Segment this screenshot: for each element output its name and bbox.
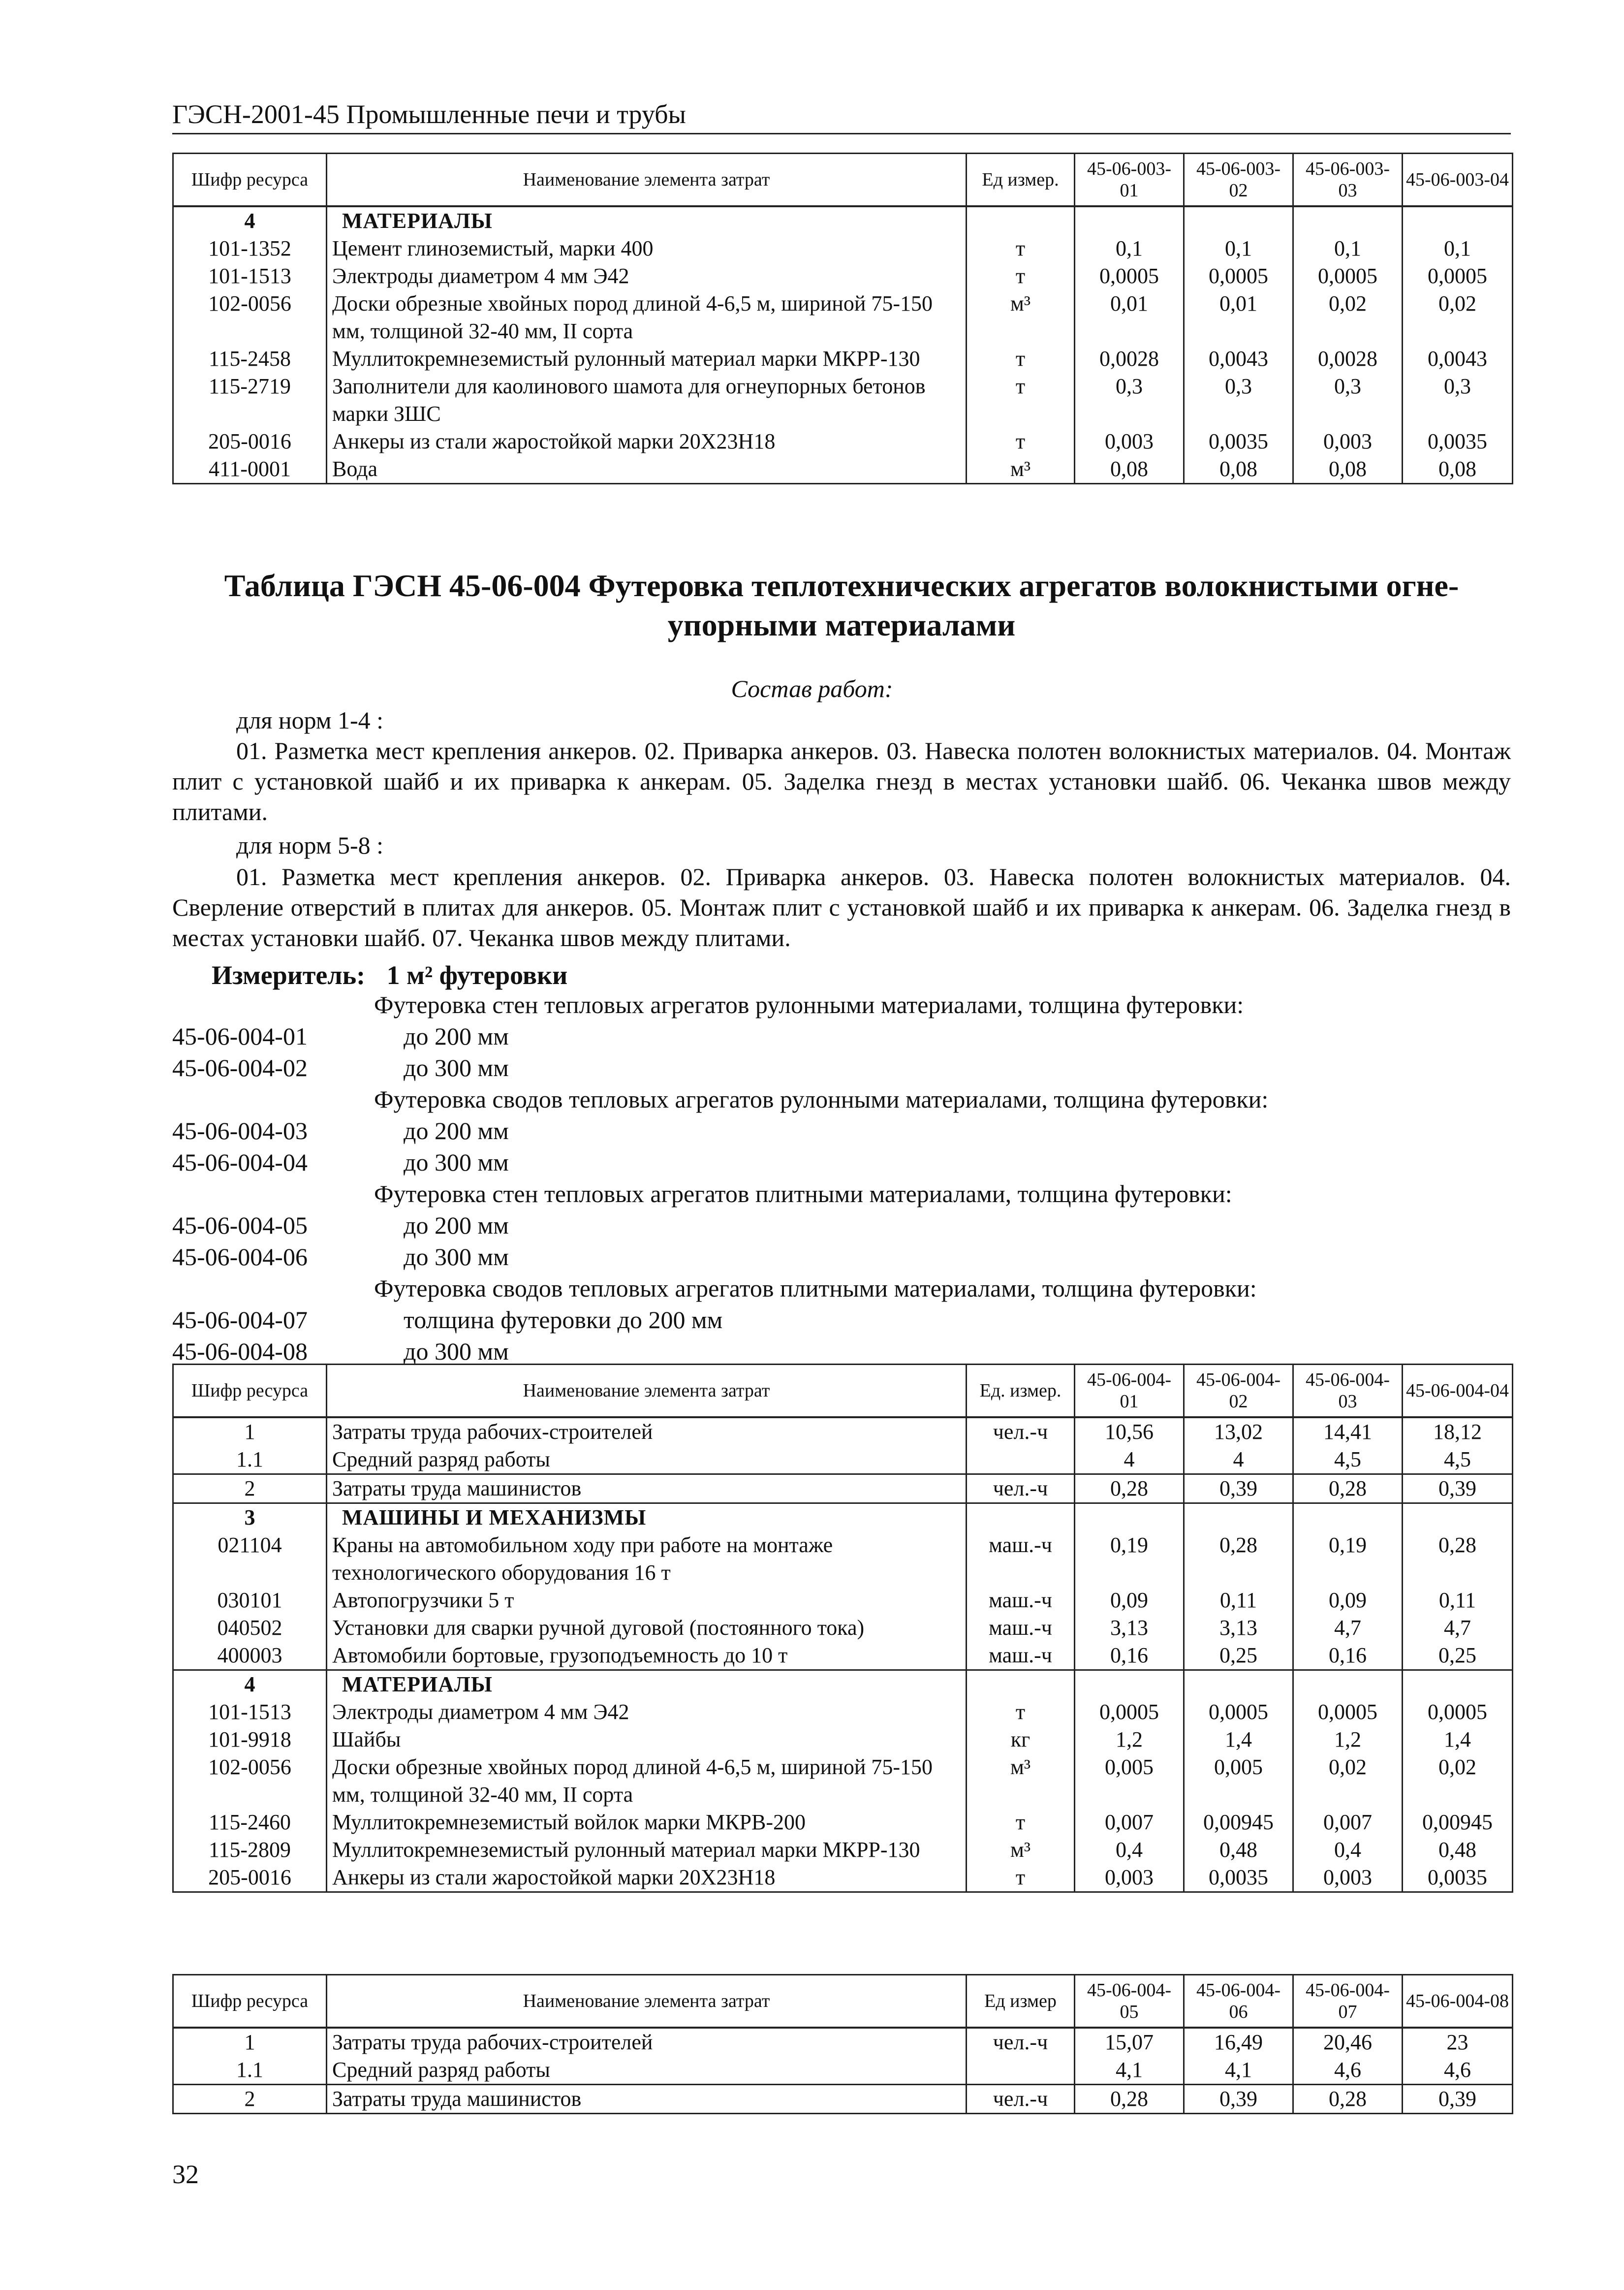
table-row (173, 2028, 1513, 2056)
norm-value-cell: 4,6 (1403, 2056, 1513, 2085)
norm-code: 45-06-004-05 (172, 1211, 308, 1239)
norm-value-cell: 1,4 (1403, 1726, 1513, 1753)
norm-value-cell: 0,0035 (1184, 428, 1293, 455)
cost-element-cell: Шайбы (327, 1726, 967, 1753)
table-row (173, 1587, 1513, 1614)
unit-cell: маш.-ч (967, 1642, 1075, 1670)
norm-value-cell: 0,4 (1075, 1836, 1184, 1864)
col-header-cost-element: Наименование элемента затрат (327, 1365, 967, 1418)
resource-code-cell: 102-0056 (173, 1753, 327, 1809)
norm-value-cell: 0,16 (1293, 1642, 1403, 1670)
norm-value-cell: 0,0005 (1075, 262, 1184, 290)
resource-code-cell: 115-2460 (173, 1809, 327, 1836)
norm-group-description: Футеровка сводов тепловых агрегатов рулонными материалами, толщина футеровки: (374, 1085, 1269, 1113)
col-header-norm-2: 45-06-003-02 (1184, 154, 1293, 207)
norm-value-cell: 0,02 (1293, 1753, 1403, 1809)
resource-code-cell: 115-2458 (173, 345, 327, 373)
norm-value-cell: 0,0005 (1293, 1698, 1403, 1726)
norm-value-cell: 13,02 (1184, 1417, 1293, 1446)
norm-value-cell: 0,16 (1075, 1642, 1184, 1670)
table-row (173, 235, 1513, 262)
norm-value-cell: 0,007 (1293, 1809, 1403, 1836)
unit-cell (967, 1503, 1075, 1532)
cost-element-cell: МАТЕРИАЛЫ (327, 206, 967, 235)
section-row (173, 1503, 1513, 1532)
col-header-norm-1: 45-06-003-01 (1075, 154, 1184, 207)
norm-value-cell: 4,5 (1403, 1446, 1513, 1474)
norms-5-8-text: 01. Разметка мест крепления анкеров. 02. Приварка анкеров. 03. Навеска полотен волокнистых материалов. 04. Сверление отверстий в плитах для анкеров. 05. Монтаж плит с установкой шайб и их приварка к анкерам. 06. Заделка гнезд в местах установки шайб. 07. Чеканка швов между плитами. (172, 863, 1511, 952)
unit-cell (967, 1670, 1075, 1699)
unit-cell: чел.-ч (967, 1417, 1075, 1446)
norm-value-cell (1075, 1670, 1184, 1699)
cost-element-cell: Средний разряд работы (327, 2056, 967, 2085)
unit-cell: маш.-ч (967, 1587, 1075, 1614)
table-row (173, 1698, 1513, 1726)
col-header-norm-1: 45-06-004-01 (1075, 1365, 1184, 1418)
col-header-norm-3: 45-06-004-03 (1293, 1365, 1403, 1418)
norm-value-cell: 4,6 (1293, 2056, 1403, 2085)
meter-label: Измеритель: (212, 960, 366, 990)
unit-cell: т (967, 1809, 1075, 1836)
norm-thickness: до 300 мм (404, 1337, 509, 1365)
cost-element-cell: Средний разряд работы (327, 1446, 967, 1474)
norm-value-cell: 0,3 (1293, 373, 1403, 428)
resource-code-cell: 030101 (173, 1587, 327, 1614)
norm-group-description: Футеровка стен тепловых агрегатов рулонными материалами, толщина футеровки: (374, 991, 1244, 1018)
norm-thickness: толщина футеровки до 200 мм (404, 1306, 723, 1334)
cost-element-cell: Краны на автомобильном ходу при работе на монтаже технологического оборудования 16 т (327, 1531, 967, 1587)
resource-code-cell: 101-1513 (173, 1698, 327, 1726)
norm-value-cell: 3,13 (1184, 1614, 1293, 1642)
norm-value-cell: 15,07 (1075, 2028, 1184, 2056)
resource-code-cell: 115-2809 (173, 1836, 327, 1864)
norm-value-cell: 4 (1184, 1446, 1293, 1474)
resource-code-cell: 3 (173, 1503, 327, 1532)
cost-element-cell: Доски обрезные хвойных пород длиной 4-6,5 м, шириной 75-150 мм, толщиной 32-40 мм, II сорта (327, 290, 967, 345)
norm-value-cell: 0,0005 (1403, 262, 1513, 290)
cost-element-cell: Вода (327, 455, 967, 484)
resource-code-cell: 205-0016 (173, 1864, 327, 1892)
unit-cell: маш.-ч (967, 1614, 1075, 1642)
resource-code-cell: 4 (173, 206, 327, 235)
col-header-resource-code: Шифр ресурса (173, 154, 327, 207)
resource-code-cell: 1.1 (173, 2056, 327, 2085)
unit-cell: т (967, 428, 1075, 455)
norm-value-cell: 0,25 (1184, 1642, 1293, 1670)
norm-value-cell: 0,39 (1184, 2085, 1293, 2114)
unit-cell: м³ (967, 1753, 1075, 1809)
running-title: ГЭСН-2001-45 Промышленные печи и трубы (172, 99, 686, 129)
cost-element-cell: Заполнители для каолинового шамота для огнеупорных бетонов марки ЗШС (327, 373, 967, 428)
norm-value-cell: 0,003 (1293, 428, 1403, 455)
norm-thickness: до 200 мм (404, 1117, 509, 1145)
cost-element-cell: МАТЕРИАЛЫ (327, 1670, 967, 1699)
norm-code: 45-06-004-01 (172, 1022, 308, 1050)
unit-cell: т (967, 345, 1075, 373)
norm-value-cell: 23 (1403, 2028, 1513, 2056)
norm-value-cell: 0,28 (1403, 1531, 1513, 1587)
cost-element-cell: Анкеры из стали жаростойкой марки 20Х23Н18 (327, 1864, 967, 1892)
norm-value-cell: 0,01 (1075, 290, 1184, 345)
norm-thickness: до 200 мм (404, 1022, 509, 1050)
cost-element-cell: Затраты труда рабочих-строителей (327, 2028, 967, 2056)
norm-value-cell: 0,00945 (1403, 1809, 1513, 1836)
norm-value-cell: 0,02 (1293, 290, 1403, 345)
resource-table-45-06-004-01-04 (172, 1364, 1513, 1893)
norm-thickness: до 300 мм (404, 1148, 509, 1176)
table-row (173, 1474, 1513, 1503)
norm-value-cell: 16,49 (1184, 2028, 1293, 2056)
col-header-norm-7: 45-06-004-07 (1293, 1975, 1403, 2028)
norm-value-cell: 0,00945 (1184, 1809, 1293, 1836)
norm-value-cell: 0,0005 (1293, 262, 1403, 290)
cost-element-cell: Затраты труда машинистов (327, 2085, 967, 2114)
resource-code-cell: 101-9918 (173, 1726, 327, 1753)
norm-value-cell: 0,28 (1075, 1474, 1184, 1503)
unit-cell: чел.-ч (967, 1474, 1075, 1503)
resource-code-cell: 102-0056 (173, 290, 327, 345)
table-row (173, 1864, 1513, 1892)
table-row (173, 1446, 1513, 1474)
table-row (173, 262, 1513, 290)
norm-value-cell: 0,39 (1403, 2085, 1513, 2114)
norm-value-cell: 0,11 (1184, 1587, 1293, 1614)
norm-value-cell: 0,0028 (1293, 345, 1403, 373)
norm-value-cell: 0,0043 (1403, 345, 1513, 373)
resource-code-cell: 021104 (173, 1531, 327, 1587)
table-row (173, 373, 1513, 428)
table-row (173, 1836, 1513, 1864)
table-row (173, 2056, 1513, 2085)
unit-cell: т (967, 235, 1075, 262)
resource-code-cell: 115-2719 (173, 373, 327, 428)
cost-element-cell: Установки для сварки ручной дуговой (постоянного тока) (327, 1614, 967, 1642)
table-header (173, 1975, 1513, 2028)
norm-value-cell: 0,3 (1184, 373, 1293, 428)
norm-value-cell: 10,56 (1075, 1417, 1184, 1446)
cost-element-cell: Муллитокремнеземистый рулонный материал марки МКРР-130 (327, 1836, 967, 1864)
table-row (173, 1809, 1513, 1836)
table-row (173, 345, 1513, 373)
norm-value-cell: 0,01 (1184, 290, 1293, 345)
norm-value-cell (1403, 206, 1513, 235)
resource-table-45-06-003 (172, 153, 1513, 484)
section-title-line-1: Таблица ГЭСН 45-06-004 Футеровка теплотехнических агрегатов волокнистыми огне- (224, 568, 1459, 603)
norm-value-cell: 0,1 (1403, 235, 1513, 262)
table-row (173, 290, 1513, 345)
norm-value-cell: 0,0035 (1403, 428, 1513, 455)
col-header-norm-6: 45-06-004-06 (1184, 1975, 1293, 2028)
norm-value-cell: 14,41 (1293, 1417, 1403, 1446)
resource-code-cell: 4 (173, 1670, 327, 1699)
cost-element-cell: Электроды диаметром 4 мм Э42 (327, 262, 967, 290)
norm-value-cell (1293, 1503, 1403, 1532)
norm-value-cell: 0,08 (1184, 455, 1293, 484)
col-header-resource-code: Шифр ресурса (173, 1365, 327, 1418)
norm-value-cell: 0,19 (1075, 1531, 1184, 1587)
table-row (173, 1642, 1513, 1670)
norm-value-cell: 0,09 (1293, 1587, 1403, 1614)
norm-value-cell: 4,1 (1184, 2056, 1293, 2085)
resource-code-cell: 040502 (173, 1614, 327, 1642)
norm-value-cell: 4,1 (1075, 2056, 1184, 2085)
unit-cell: чел.-ч (967, 2028, 1075, 2056)
norm-value-cell: 0,0035 (1403, 1864, 1513, 1892)
cost-element-cell: Муллитокремнеземистый войлок марки МКРВ-200 (327, 1809, 967, 1836)
norms-1-4-text: 01. Разметка мест крепления анкеров. 02. Приварка анкеров. 03. Навеска полотен волокнистых материалов. 04. Монтаж плит с установкой шайб и их приварка к анкерам. 05. Заделка гнезд в местах установки шайб. 06. Чеканка швов между плитами. (172, 737, 1511, 826)
norm-value-cell (1184, 206, 1293, 235)
norm-value-cell: 0,39 (1184, 1474, 1293, 1503)
norm-code: 45-06-004-06 (172, 1243, 308, 1271)
unit-cell: маш.-ч (967, 1531, 1075, 1587)
cost-element-cell: МАШИНЫ И МЕХАНИЗМЫ (327, 1503, 967, 1532)
norm-value-cell (1403, 1670, 1513, 1699)
norm-value-cell: 0,09 (1075, 1587, 1184, 1614)
unit-cell (967, 2056, 1075, 2085)
cost-element-cell: Цемент глиноземистый, марки 400 (327, 235, 967, 262)
unit-cell: т (967, 373, 1075, 428)
col-header-unit: Ед измер. (967, 154, 1075, 207)
norm-value-cell: 0,3 (1403, 373, 1513, 428)
section-row (173, 1670, 1513, 1699)
norm-value-cell: 0,003 (1075, 1864, 1184, 1892)
table-row (173, 1753, 1513, 1809)
norm-value-cell: 0,007 (1075, 1809, 1184, 1836)
norm-value-cell: 0,28 (1184, 1531, 1293, 1587)
col-header-unit: Ед измер (967, 1975, 1075, 2028)
col-header-norm-3: 45-06-003-03 (1293, 154, 1403, 207)
norm-value-cell (1075, 1503, 1184, 1532)
norm-value-cell: 4 (1075, 1446, 1184, 1474)
norm-value-cell: 0,1 (1293, 235, 1403, 262)
cost-element-cell: Затраты труда машинистов (327, 1474, 967, 1503)
section-title (167, 566, 1516, 645)
norm-value-cell (1184, 1503, 1293, 1532)
norm-value-cell: 1,4 (1184, 1726, 1293, 1753)
norm-value-cell: 0,02 (1403, 290, 1513, 345)
norm-value-cell: 0,25 (1403, 1642, 1513, 1670)
norm-group-description: Футеровка сводов тепловых агрегатов плитными материалами, толщина футеровки: (374, 1274, 1257, 1302)
unit-cell: чел.-ч (967, 2085, 1075, 2114)
resource-code-cell: 2 (173, 2085, 327, 2114)
norm-thickness: до 300 мм (404, 1243, 509, 1271)
norm-value-cell: 3,13 (1075, 1614, 1184, 1642)
norm-thickness: до 300 мм (404, 1054, 509, 1081)
norm-value-cell: 4,7 (1293, 1614, 1403, 1642)
norm-value-cell (1293, 206, 1403, 235)
unit-cell (967, 1446, 1075, 1474)
norm-value-cell: 0,02 (1403, 1753, 1513, 1809)
norm-value-cell: 0,0005 (1184, 262, 1293, 290)
norm-value-cell: 0,0005 (1403, 1698, 1513, 1726)
norm-value-cell: 0,0005 (1075, 1698, 1184, 1726)
table-row (173, 1417, 1513, 1446)
cost-element-cell: Автомобили бортовые, грузоподъемность до 10 т (327, 1642, 967, 1670)
unit-cell: т (967, 262, 1075, 290)
resource-code-cell: 101-1513 (173, 262, 327, 290)
resource-code-cell: 2 (173, 1474, 327, 1503)
table-row (173, 1614, 1513, 1642)
col-header-norm-4: 45-06-003-04 (1403, 154, 1513, 207)
table-row (173, 455, 1513, 484)
meter-value: 1 м² футеровки (386, 960, 568, 990)
cost-element-cell: Электроды диаметром 4 мм Э42 (327, 1698, 967, 1726)
norm-value-cell: 0,08 (1403, 455, 1513, 484)
table-row (173, 1726, 1513, 1753)
unit-cell: м³ (967, 455, 1075, 484)
norm-code: 45-06-004-08 (172, 1337, 308, 1365)
resource-code-cell: 411-0001 (173, 455, 327, 484)
norm-value-cell: 0,005 (1075, 1753, 1184, 1809)
page-number: 32 (172, 2160, 199, 2189)
table-row (173, 1531, 1513, 1587)
resource-code-cell: 101-1352 (173, 235, 327, 262)
norm-value-cell (1075, 206, 1184, 235)
norms-1-4-label: для норм 1-4 : (236, 706, 384, 734)
table-header (173, 154, 1513, 207)
norm-value-cell: 0,003 (1293, 1864, 1403, 1892)
norm-value-cell: 0,28 (1075, 2085, 1184, 2114)
col-header-norm-4: 45-06-004-04 (1403, 1365, 1513, 1418)
norm-value-cell: 0,48 (1403, 1836, 1513, 1864)
norm-thickness: до 200 мм (404, 1211, 509, 1239)
norm-value-cell: 0,0005 (1184, 1698, 1293, 1726)
norm-value-cell: 0,11 (1403, 1587, 1513, 1614)
norm-value-cell: 0,3 (1075, 373, 1184, 428)
unit-cell: т (967, 1864, 1075, 1892)
resource-code-cell: 1 (173, 1417, 327, 1446)
norm-code: 45-06-004-03 (172, 1117, 308, 1145)
resource-code-cell: 1.1 (173, 1446, 327, 1474)
unit-cell (967, 206, 1075, 235)
col-header-unit: Ед. измер. (967, 1365, 1075, 1418)
composition-heading: Состав работ: (731, 675, 893, 702)
cost-element-cell: Анкеры из стали жаростойкой марки 20Х23Н18 (327, 428, 967, 455)
norm-value-cell: 0,48 (1184, 1836, 1293, 1864)
norm-value-cell (1293, 1670, 1403, 1699)
section-title-line-2: упорными материалами (667, 607, 1016, 642)
norm-value-cell: 0,0028 (1075, 345, 1184, 373)
norm-value-cell: 0,003 (1075, 428, 1184, 455)
norm-code: 45-06-004-04 (172, 1148, 308, 1176)
norm-code: 45-06-004-02 (172, 1054, 308, 1081)
norm-value-cell: 0,28 (1293, 2085, 1403, 2114)
norm-value-cell: 0,4 (1293, 1836, 1403, 1864)
norm-value-cell: 4,7 (1403, 1614, 1513, 1642)
norm-value-cell: 0,19 (1293, 1531, 1403, 1587)
col-header-resource-code: Шифр ресурса (173, 1975, 327, 2028)
norm-code: 45-06-004-07 (172, 1306, 308, 1334)
table-row (173, 2085, 1513, 2114)
cost-element-cell: Затраты труда рабочих-строителей (327, 1417, 967, 1446)
norm-value-cell: 0,08 (1075, 455, 1184, 484)
running-header (172, 98, 1511, 134)
norms-5-8-label: для норм 5-8 : (236, 831, 384, 859)
norm-value-cell: 4,5 (1293, 1446, 1403, 1474)
norm-value-cell: 0,1 (1075, 235, 1184, 262)
norm-value-cell: 0,08 (1293, 455, 1403, 484)
table-header (173, 1365, 1513, 1418)
norm-value-cell: 1,2 (1293, 1726, 1403, 1753)
norm-value-cell: 0,005 (1184, 1753, 1293, 1809)
cost-element-cell: Доски обрезные хвойных пород длиной 4-6,5 м, шириной 75-150 мм, толщиной 32-40 мм, II сорта (327, 1753, 967, 1809)
table-row (173, 428, 1513, 455)
col-header-norm-5: 45-06-004-05 (1075, 1975, 1184, 2028)
col-header-cost-element: Наименование элемента затрат (327, 154, 967, 207)
unit-cell: м³ (967, 1836, 1075, 1864)
norm-value-cell: 0,1 (1184, 235, 1293, 262)
resource-table-45-06-004-05-08 (172, 1974, 1513, 2114)
norm-value-cell: 20,46 (1293, 2028, 1403, 2056)
norm-group-description: Футеровка стен тепловых агрегатов плитными материалами, толщина футеровки: (374, 1180, 1232, 1208)
norm-value-cell: 1,2 (1075, 1726, 1184, 1753)
resource-code-cell: 205-0016 (173, 428, 327, 455)
col-header-norm-8: 45-06-004-08 (1403, 1975, 1513, 2028)
resource-code-cell: 400003 (173, 1642, 327, 1670)
cost-element-cell: Автопогрузчики 5 т (327, 1587, 967, 1614)
col-header-norm-2: 45-06-004-02 (1184, 1365, 1293, 1418)
norm-value-cell: 0,0043 (1184, 345, 1293, 373)
norm-value-cell: 0,28 (1293, 1474, 1403, 1503)
cost-element-cell: Муллитокремнеземистый рулонный материал марки МКРР-130 (327, 345, 967, 373)
unit-cell: кг (967, 1726, 1075, 1753)
norm-value-cell: 0,0035 (1184, 1864, 1293, 1892)
resource-code-cell: 1 (173, 2028, 327, 2056)
norm-value-cell (1403, 1503, 1513, 1532)
unit-cell: м³ (967, 290, 1075, 345)
norm-value-cell (1184, 1670, 1293, 1699)
norm-value-cell: 0,39 (1403, 1474, 1513, 1503)
unit-cell: т (967, 1698, 1075, 1726)
col-header-cost-element: Наименование элемента затрат (327, 1975, 967, 2028)
section-row (173, 206, 1513, 235)
norm-value-cell: 18,12 (1403, 1417, 1513, 1446)
meter-line (212, 960, 567, 990)
